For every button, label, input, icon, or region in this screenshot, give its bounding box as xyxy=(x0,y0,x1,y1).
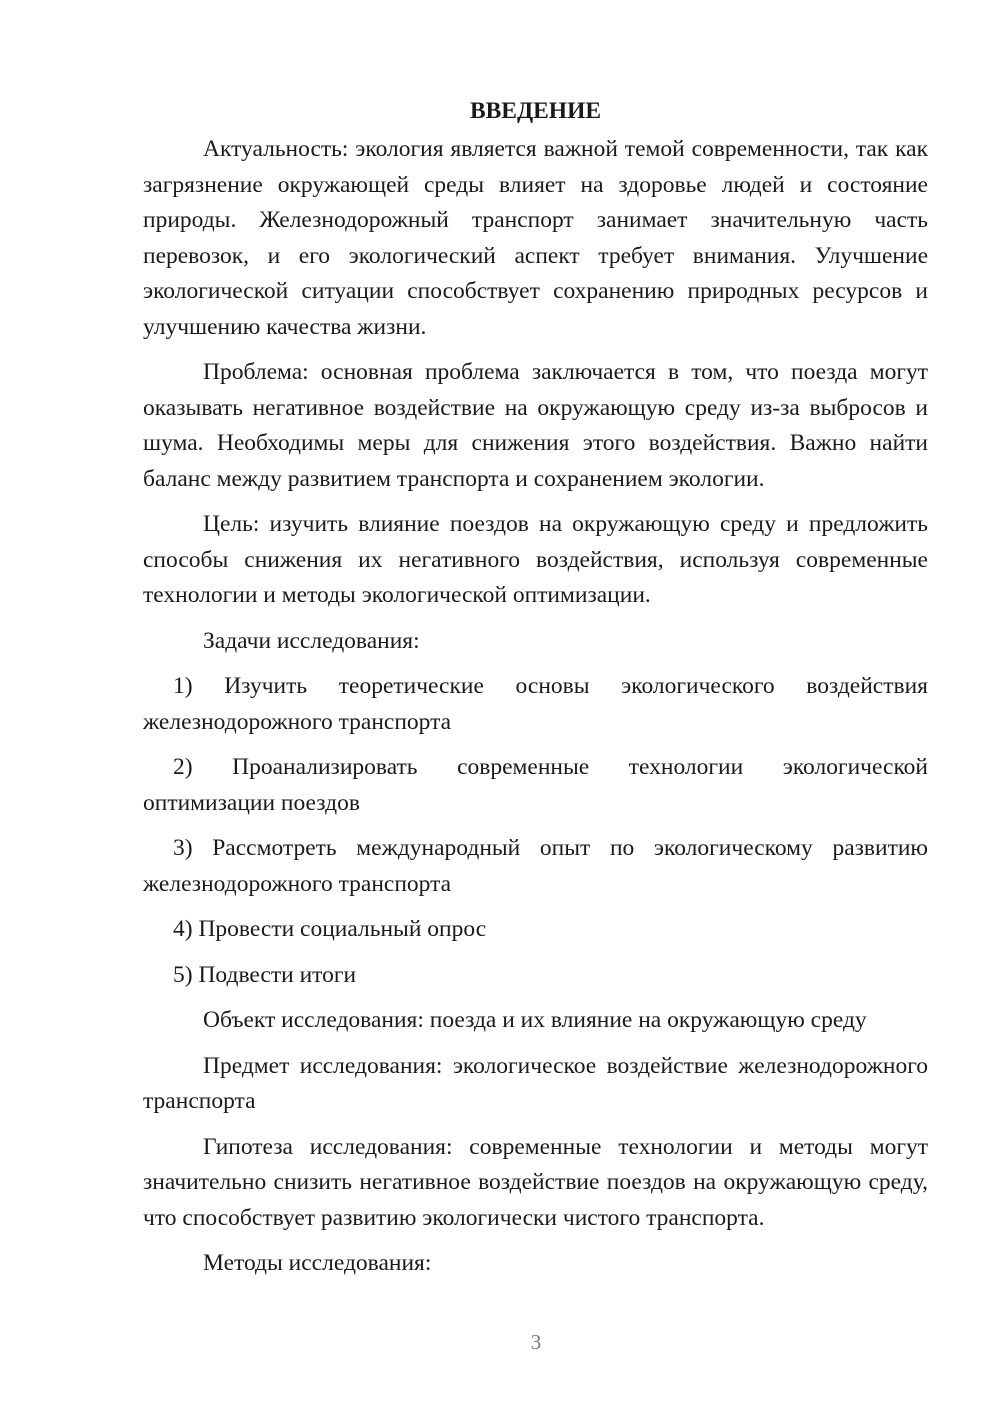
goal-paragraph: Цель: изучить влияние поездов на окружающую среду и предложить способы снижения их негативного воздействия, используя современные технологии и методы экологической оптимизации. xyxy=(143,511,928,608)
subject-paragraph: Предмет исследования: экологическое воздействие железнодорожного транспорта xyxy=(143,1052,928,1114)
task-item-5: 5) Подвести итоги xyxy=(173,961,357,988)
page-content xyxy=(143,93,928,1292)
methods-title: Методы исследования: xyxy=(203,1250,432,1276)
task-item-1: 1) Изучить теоретические основы экологического воздействия железнодорожного транспорта xyxy=(143,673,928,735)
object-paragraph: Объект исследования: поезда и их влияние на окружающую среду xyxy=(203,1007,867,1033)
task-item-2: 2) Проанализировать современные технологии экологической оптимизации поездов xyxy=(143,754,928,816)
task-item-3: 3) Рассмотреть международный опыт по экологическому развитию железнодорожного транспорта xyxy=(143,835,928,897)
section-heading: ВВЕДЕНИЕ xyxy=(469,98,602,124)
problem-paragraph: Проблема: основная проблема заключается в том, что поезда могут оказывать негативное воздействие на окружающую среду из-за выбросов и шума. Необходимы меры для снижения этого воздействия. Важно найти баланс между развитием транспорта и сохранением экологии. xyxy=(143,359,928,492)
page-number: 3 xyxy=(530,1330,542,1354)
hypothesis-paragraph: Гипотеза исследования: современные технологии и методы могут значительно снизить негативное воздействие поездов на окружающую среду, что способствует развитию экологически чистого транспорта. xyxy=(143,1133,928,1231)
tasks-title: Задачи исследования: xyxy=(203,627,420,654)
relevance-paragraph: Актуальность: экология является важной темой современности, так как загрязнение окружающей среды влияет на здоровье людей и состояние природы. Железнодорожный транспорт занимает значительную часть перевозок, и его экологический аспект требует внимания. Улучшение экологической ситуации способствует сохранению природных ресурсов и улучшению качества жизни. xyxy=(143,136,928,340)
task-item-4: 4) Провести социальный опрос xyxy=(173,916,487,942)
